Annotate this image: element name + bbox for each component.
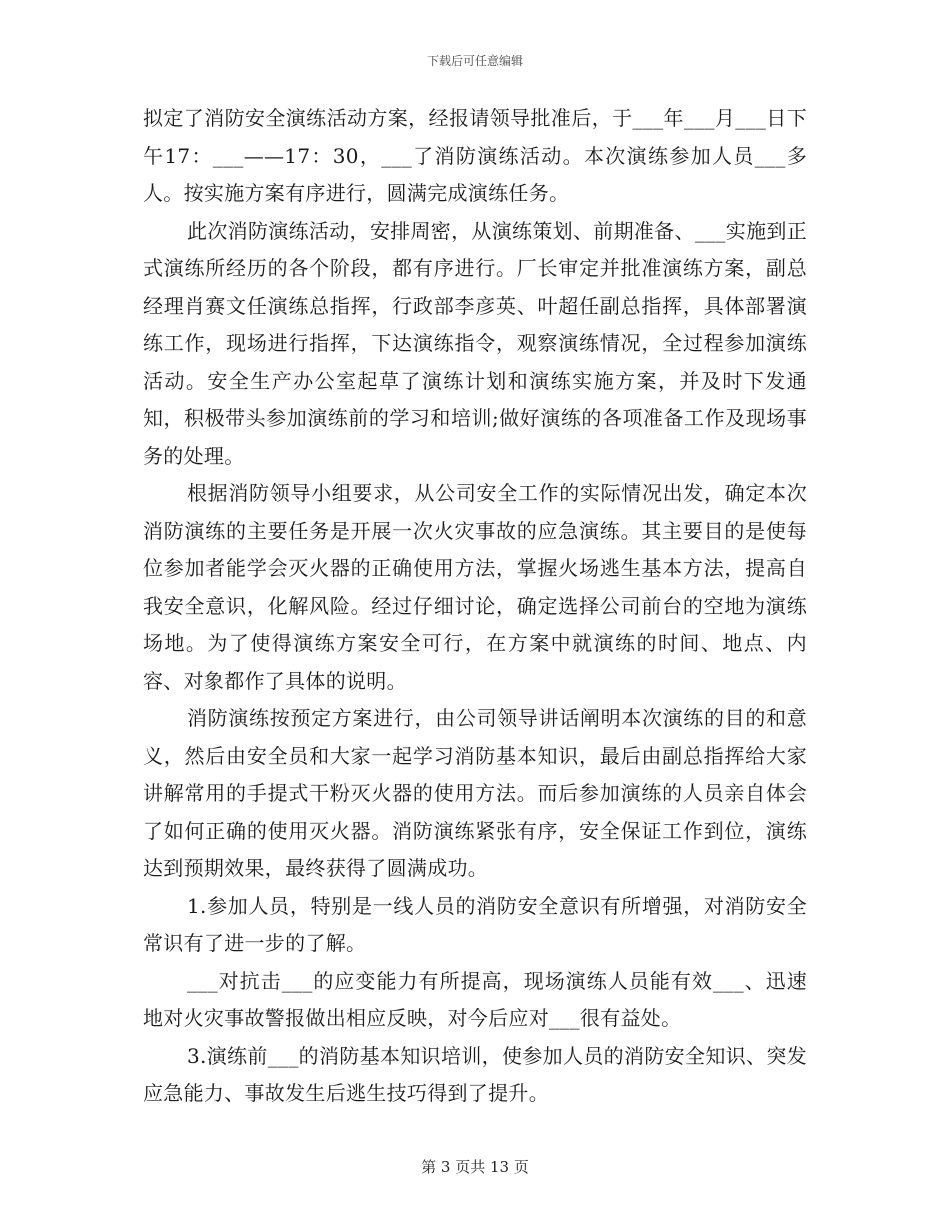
paragraph-7: 3.演练前___的消防基本知识培训，使参加人员的消防安全知识、突发应急能力、事故发生后逃生技巧得到了提升。 [143, 1043, 807, 1105]
paragraph-2: 此次消防演练活动，安排周密，从演练策划、前期准备、___实施到正式演练所经历的各个阶段，都有序进行。厂长审定并批准演练方案，副总经理肖赛文任演练总指挥，行政部李彦英、叶超任副总指挥，具体部署演练工作，现场进行指挥，下达演练指令，观察演练情况，全过程参加演练活动。安全生产办公室起草了演练计划和演练实施方案，并及时下发通知，积极带头参加演练前的学习和培训;做好演练的各项准备工作及现场事务的处理。 [143, 218, 807, 468]
document-body [143, 100, 807, 1113]
paragraph-1: 拟定了消防安全演练活动方案，经报请领导批准后，于___年___月___日下午17：___——17：30，___了消防演练活动。本次演练参加人员___多人。按实施方案有序进行，圆满完成演练任务。 [143, 106, 807, 205]
paragraph-4: 消防演练按预定方案进行，由公司领导讲话阐明本次演练的目的和意义，然后由安全员和大家一起学习消防基本知识，最后由副总指挥给大家讲解常用的手提式干粉灭火器的使用方法。而后参加演练的人员亲自体会了如何正确的使用灭火器。消防演练紧张有序，安全保证工作到位，演练达到预期效果，最终获得了圆满成功。 [143, 706, 807, 880]
page-header: 下载后可任意编辑 [426, 54, 523, 68]
paragraph-5: 1.参加人员，特别是一线人员的消防安全意识有所增强，对消防安全常识有了进一步的了解。 [143, 893, 807, 955]
page-number: 第 3 页共 13 页 [421, 1158, 529, 1176]
paragraph-6: ___对抗击___的应变能力有所提高，现场演练人员能有效___、迅速地对火灾事故警报做出相应反映，对今后应对___很有益处。 [143, 968, 807, 1030]
paragraph-3: 根据消防领导小组要求，从公司安全工作的实际情况出发，确定本次消防演练的主要任务是开展一次火灾事故的应急演练。其主要目的是使每位参加者能学会灭火器的正确使用方法，掌握火场逃生基本方法，提高自我安全意识，化解风险。经过仔细讨论，确定选择公司前台的空地为演练场地。为了使得演练方案安全可行，在方案中就演练的时间、地点、内容、对象都作了具体的说明。 [143, 481, 807, 693]
